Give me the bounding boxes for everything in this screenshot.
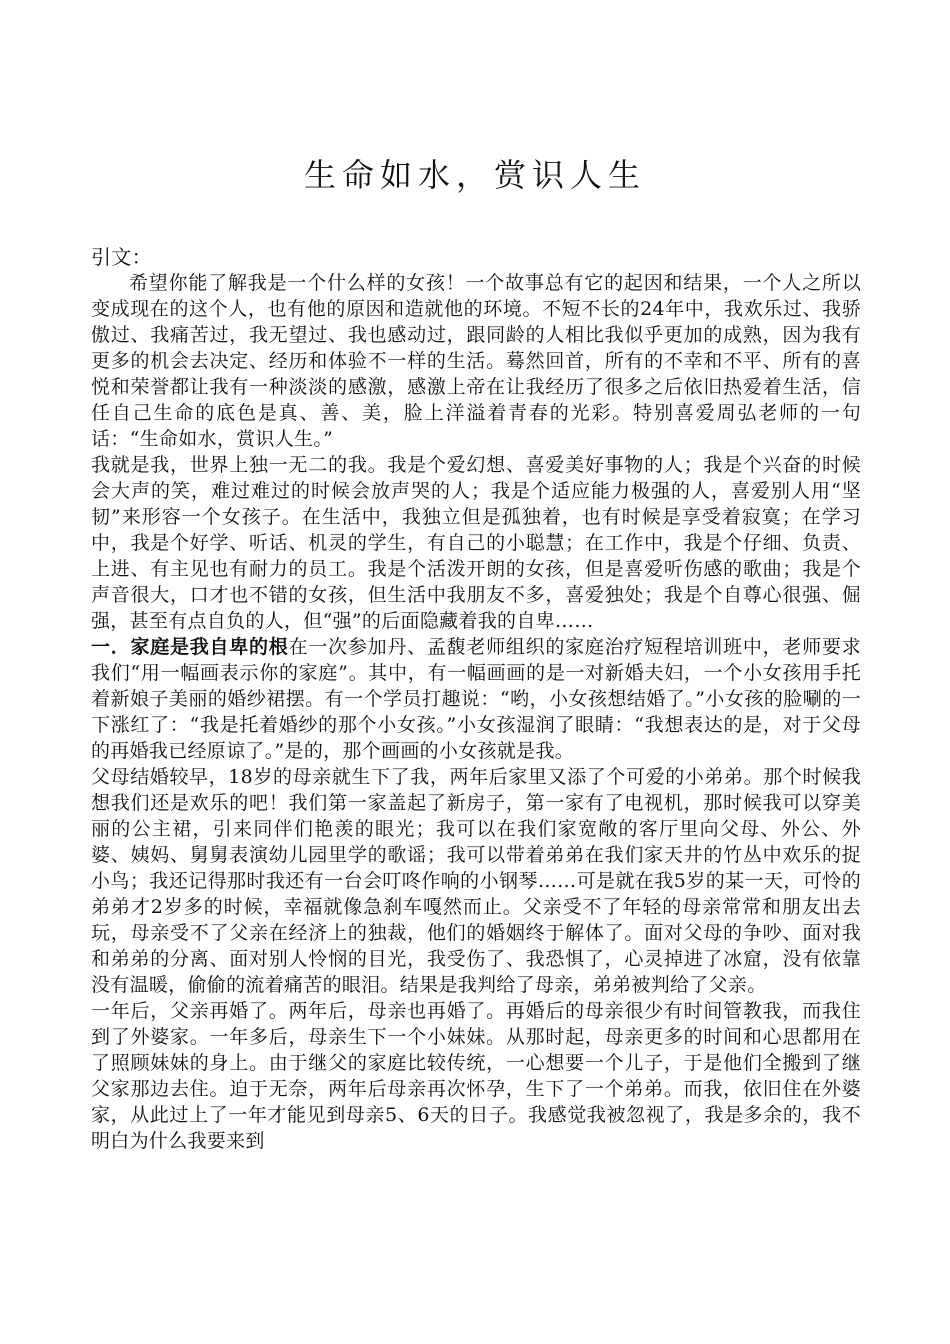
document-body — [91, 244, 861, 1154]
paragraph-parents: 父母结婚较早，18岁的母亲就生下了我，两年后家里又添了个可爱的小弟弟。那个时候我想我们还是欢乐的吧！我们第一家盖起了新房子，第一家有了电视机，那时候我可以穿美丽的公主裙，引来同伴们艳羡的眼光；我可以在我们家宽敞的客厅里向父母、外公、外婆、姨妈、舅舅表演幼儿园里学的歌谣；我可以带着弟弟在我们家天井的竹丛中欢乐的捉小鸟；我还记得那时我还有一台会叮咚作响的小钢琴……可是就在我5岁的某一天，可怜的弟弟才2岁多的时候，幸福就像急刹车嘎然而止。父亲受不了年轻的母亲常常和朋友出去玩，母亲受不了父亲在经济上的独裁，他们的婚姻终于解体了。面对父母的争吵、面对我和弟弟的分离、面对别人怜悯的目光，我受伤了、我恐惧了，心灵掉进了冰窟，没有依靠没有温暖，偷偷的流着痛苦的眼泪。结果是我判给了母亲，弟弟被判给了父亲。 — [91, 766, 861, 996]
document-title: 生命如水，赏识人生 — [303, 156, 646, 194]
paragraph-remarriage: 一年后，父亲再婚了。两年后，母亲也再婚了。再婚后的母亲很少有时间管教我，而我住到了外婆家。一年多后，母亲生下一个小妹妹。从那时起，母亲更多的时间和心思都用在了照顾妹妹的身上。由于继父的家庭比较传统，一心想要一个儿子，于是他们全搬到了继父家那边去住。迫于无奈，两年后母亲再次怀孕，生下了一个弟弟。而我，依旧住在外婆家，从此过上了一年才能见到母亲5、6天的日子。我感觉我被忽视了，我是多余的，我不明白为什么我要来到 — [91, 1000, 861, 1152]
paragraph-section-one — [91, 634, 861, 764]
section-heading: 一．家庭是我自卑的根 — [91, 636, 289, 658]
intro-label: 引文： — [91, 245, 152, 269]
paragraph-self-description: 我就是我，世界上独一无二的我。我是个爱幻想、喜爱美好事物的人；我是个兴奋的时候会大声的笑，难过难过的时候会放声哭的人；我是个适应能力极强的人，喜爱别人用“坚韧”来形容一个女孩子。在生活中，我独立但是孤独着，也有时候是享受着寂寞；在学习中，我是个好学、听话、机灵的学生，有自己的小聪慧；在工作中，我是个仔细、负责、上进、有主见也有耐力的员工。我是个活泼开朗的女孩，但是喜爱听伤感的歌曲；我是个声音很大，口才也不错的女孩，但生活中我朋友不多，喜爱独处；我是个自尊心很强、倔强，甚至有点自负的人，但“强”的后面隐藏着我的自卑…… — [91, 454, 861, 632]
section-one-text: 在一次参加丹、孟馥老师组织的家庭治疗短程培训班中，老师要求我们“用一幅画表示你的家庭”。其中，有一幅画画的是一对新婚夫妇，一个小女孩用手托着新娘子美丽的婚纱裙摆。有一个学员打趣说：“哟，小女孩想结婚了。”小女孩的脸唰的一下涨红了：“我是托着婚纱的那个小女孩。”小女孩湿润了眼睛：“我想表达的是，对于父母的再婚我已经原谅了。”是的，那个画画的小女孩就是我。 — [91, 636, 861, 762]
paragraph-intro: 希望你能了解我是一个什么样的女孩！一个故事总有它的起因和结果，一个人之所以变成现在的这个人，也有他的原因和造就他的环境。不短不长的24年中，我欢乐过、我骄傲过、我痛苦过，我无望过、我也感动过，跟同龄的人相比我似乎更加的成熟，因为我有更多的机会去决定、经历和体验不一样的生活。蓦然回首，所有的不幸和不平、所有的喜悦和荣誉都让我有一种淡淡的感激，感激上帝在让我经历了很多之后依旧热爱着生活，信任自己生命的底色是真、善、美，脸上洋溢着青春的光彩。特别喜爱周弘老师的一句话：“生命如水，赏识人生。” — [91, 272, 861, 450]
